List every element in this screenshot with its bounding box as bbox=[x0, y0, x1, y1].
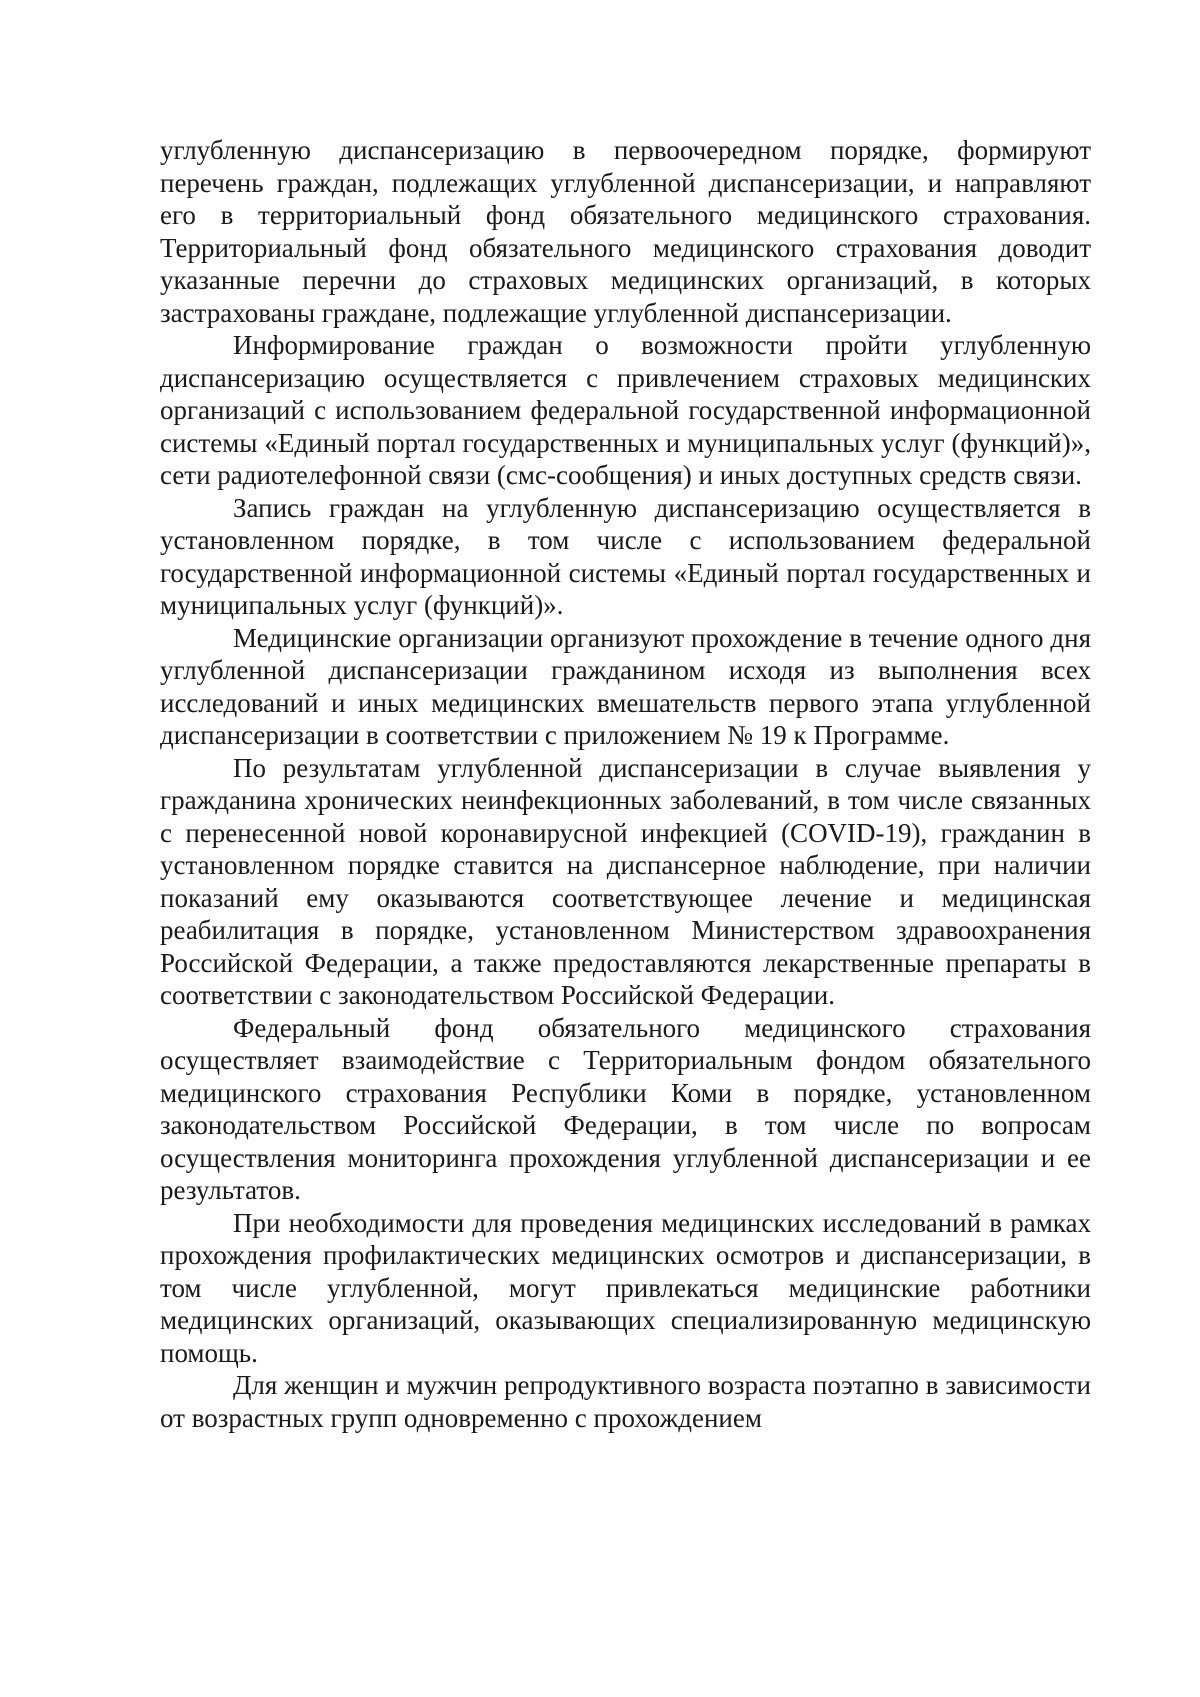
paragraph-one-day-exam: Медицинские организации организуют прохождение в течение одного дня углубленной диспансеризации гражданином исходя из выполнения всех исследований и иных медицинских вмешательств первого этапа углубленной диспансеризации в соответствии с приложением № 19 к Программе. bbox=[160, 622, 1091, 750]
paragraph-results: По результатам углубленной диспансеризации в случае выявления у гражданина хронических неинфекционных заболеваний, в том числе связанных с перенесенной новой коронавирусной инфекцией (COVID-19), гражданин в установленном порядке ставится на диспансерное наблюдение, при наличии показаний ему оказываются соответствующее лечение и медицинская реабилитация в порядке, установленном Министерством здравоохранения Российской Федерации, а также предоставляются лекарственные препараты в соответствии с законодательством Российской Федерации. bbox=[160, 752, 1091, 1010]
paragraph-registration: Запись граждан на углубленную диспансеризацию осуществляется в установленном порядке, в том числе с использованием федеральной государственной информационной системы «Единый портал государственных и муниципальных услуг (функций)». bbox=[160, 492, 1091, 620]
paragraph-federal-fund: Федеральный фонд обязательного медицинского страхования осуществляет взаимодействие с Территориальным фондом обязательного медицинского страхования Республики Коми в порядке, установленном законодательством Российской Федерации, в том числе по вопросам осуществления мониторинга прохождения углубленной диспансеризации и ее результатов. bbox=[160, 1012, 1091, 1205]
paragraph-continued: углубленную диспансеризацию в первоочередном порядке, формируют перечень граждан, подлежащих углубленной диспансеризации, и направляют его в территориальный фонд обязательного медицинского страхования. Территориальный фонд обязательного медицинского страхования доводит указанные перечни до страховых медицинских организаций, в которых застрахованы граждане, подлежащие углубленной диспансеризации. bbox=[160, 135, 1091, 328]
paragraph-specialists: При необходимости для проведения медицинских исследований в рамках прохождения профилактических медицинских осмотров и диспансеризации, в том числе углубленной, могут привлекаться медицинские работники медицинских организаций, оказывающих специализированную медицинскую помощь. bbox=[160, 1207, 1091, 1368]
paragraph-reproductive-age: Для женщин и мужчин репродуктивного возраста поэтапно в зависимости от возрастных групп одновременно с прохождением bbox=[160, 1370, 1091, 1433]
document-page bbox=[160, 134, 1091, 1434]
paragraph-informing: Информирование граждан о возможности пройти углубленную диспансеризацию осуществляется с привлечением страховых медицинских организаций с использованием федеральной государственной информационной системы «Единый портал государственных и муниципальных услуг (функций)», сети радиотелефонной связи (смс-сообщения) и иных доступных средств связи. bbox=[160, 330, 1091, 490]
